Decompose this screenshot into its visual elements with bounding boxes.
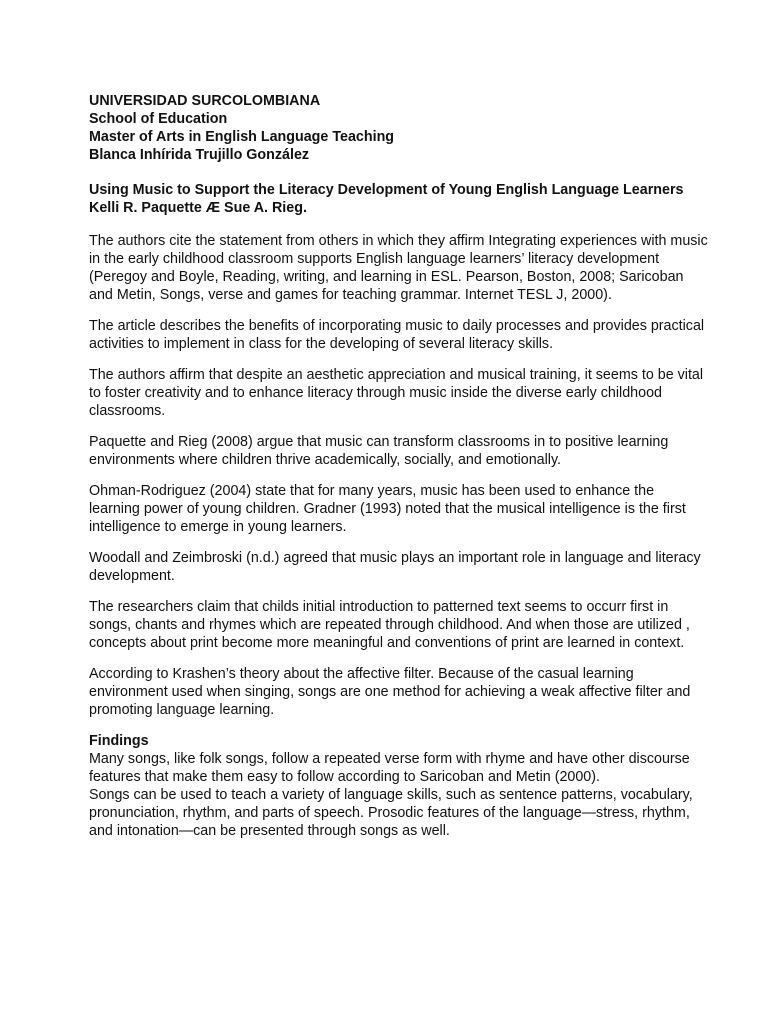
paragraph: Ohman-Rodriguez (2004) state that for many years, music has been used to enhance the learning power of young children. Gradner (1993) noted that the musical intelligence is the first intelligence to emerge in young learners. bbox=[89, 483, 686, 535]
paragraph: According to Krashen’s theory about the affective filter. Because of the casual learning environment used when singing, songs are one method for achieving a weak affective filter and promoting language learning. bbox=[89, 666, 691, 718]
paragraph: The article describes the benefits of incorporating music to daily processes and provides practical activities to implement in class for the developing of several literacy skills. bbox=[89, 318, 705, 352]
paragraph: Paquette and Rieg (2008) argue that music can transform classrooms in to positive learning environments where children thrive academically, socially, and emotionally. bbox=[89, 434, 669, 468]
school-name: School of Education bbox=[89, 111, 228, 127]
paragraph: Woodall and Zeimbroski (n.d.) agreed that music plays an important role in language and literacy development. bbox=[89, 550, 701, 584]
article-authors: Kelli R. Paquette Æ Sue A. Rieg. bbox=[89, 200, 307, 216]
paragraph: The authors affirm that despite an aesthetic appreciation and musical training, it seems to be vital to foster creativity and to enhance literacy through music inside the diverse early childhood classrooms. bbox=[89, 367, 704, 419]
institution-name: UNIVERSIDAD SURCOLOMBIANA bbox=[89, 93, 321, 109]
findings-heading: Findings bbox=[89, 733, 149, 749]
paragraph: The researchers claim that childs initial introduction to patterned text seems to occurr first in songs, chants and rhymes which are repeated through childhood. And when those are utilized , concepts about print become more meaningful and conventions of print are learned in context. bbox=[89, 599, 690, 651]
paragraph: The authors cite the statement from others in which they affirm Integrating experiences with music in the early childhood classroom supports English language learners’ literacy development (Peregoy and Boyle, Reading, writing, and learning in ESL. Pearson, Boston, 2008; Saricoban and Metin, Songs, verse and games for teaching grammar. Internet TESL J, 2000). bbox=[89, 233, 708, 303]
findings-line: Songs can be used to teach a variety of language skills, such as sentence patterns, vocabulary, pronunciation, rhythm, and parts of speech. Prosodic features of the language—stress, rhythm, and intonation—can be presented through songs as well. bbox=[89, 787, 693, 839]
body-text bbox=[89, 232, 708, 719]
article-heading bbox=[89, 181, 708, 217]
article-title: Using Music to Support the Literacy Development of Young English Language Learners bbox=[89, 182, 684, 198]
program-name: Master of Arts in English Language Teaching bbox=[89, 129, 395, 145]
findings-section bbox=[89, 732, 708, 840]
student-name: Blanca Inhírida Trujillo González bbox=[89, 147, 310, 163]
findings-line: Many songs, like folk songs, follow a repeated verse form with rhyme and have other discourse features that make them easy to follow according to Saricoban and Metin (2000). bbox=[89, 751, 690, 785]
document-header bbox=[89, 92, 708, 164]
